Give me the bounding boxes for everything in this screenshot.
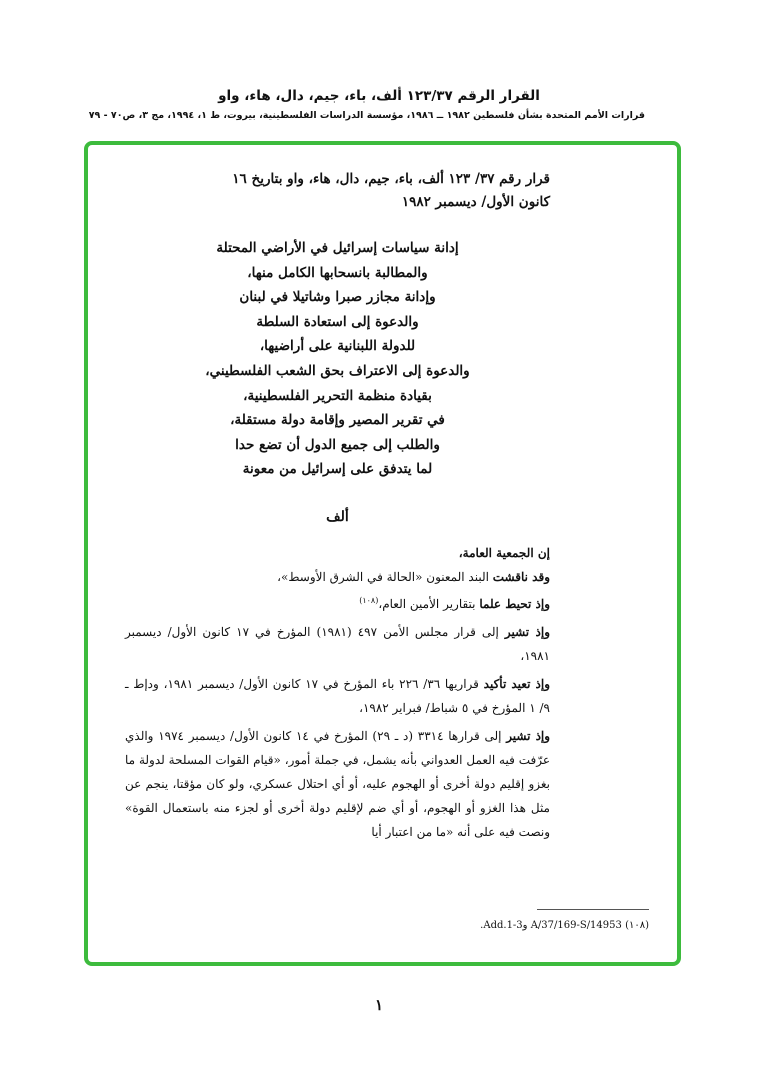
- subject-line: في تقرير المصير وإقامة دولة مستقلة،: [230, 412, 445, 429]
- assembly-opening: [125, 541, 550, 565]
- paragraph-text: قراريها ٣٦/ ٢٢٦ باء المؤرخ في ١٧ كانون الأول/ ديسمبر ١٩٨١، ودإط ـ ٩/ ١ المؤرخ في ٥ شباط/ فبراير ١٩٨٢،: [125, 676, 550, 715]
- paragraph-lead: وإذ تحيط علما: [479, 596, 550, 611]
- footnote-divider: [537, 909, 649, 910]
- subject-line: إدانة سياسات إسرائيل في الأراضي المحتلة: [216, 240, 459, 256]
- subject-line: والدعوة إلى الاعتراف بحق الشعب الفلسطيني،: [205, 362, 470, 379]
- document-header-title: القرار الرقم ١٢٣/٣٧ ألف، باء، جيم، دال، هاء، واو: [218, 88, 540, 104]
- subject-line: والمطالبة بانسحابها الكامل منها،: [247, 264, 428, 281]
- resolution-title-line1: قرار رقم ٣٧/ ١٢٣ ألف، باء، جيم، دال، هاء، واو بتاريخ ١٦: [232, 171, 550, 187]
- footnote-number: (١٠٨): [625, 920, 649, 931]
- subject-line: للدولة اللبنانية على أراضيها،: [259, 338, 416, 355]
- resolution-content: [125, 168, 550, 844]
- document-source-citation: قرارات الأمم المتحدة بشأن فلسطين ١٩٨٢ ــ ١٩٨٦، مؤسسة الدراسات الفلسطينية، بيروت، ط ١، ١٩٩٤، مج ٣، ص٧٠ - ٧٩: [88, 110, 645, 121]
- resolution-title-line2: كانون الأول/ ديسمبر ١٩٨٢: [401, 194, 550, 210]
- subject-line: لما يتدفق على إسرائيل من معونة: [242, 461, 433, 478]
- paragraph-lead: وقد ناقشت: [492, 569, 550, 584]
- subject-line: والطلب إلى جميع الدول أن تضع حدا: [235, 436, 440, 453]
- preamble-paragraph: [125, 565, 550, 589]
- subject-line: وإدانة مجازر صبرا وشاتيلا في لبنان: [239, 289, 436, 306]
- subject-line: بقيادة منظمة التحرير الفلسطينية،: [243, 387, 432, 404]
- paragraph-text: بتقارير الأمين العام،: [378, 596, 480, 611]
- preamble-paragraph: [125, 620, 550, 668]
- preamble-paragraph: [125, 724, 550, 844]
- paragraph-text: البند المعنون «الحالة في الشرق الأوسط»،: [277, 569, 493, 584]
- paragraph-text: إلى قرار مجلس الأمن ٤٩٧ (١٩٨١) المؤرخ في ١٧ كانون الأول/ ديسمبر ١٩٨١،: [125, 624, 550, 663]
- resolution-title: [125, 168, 550, 214]
- paragraph-lead: وإذ تشير: [504, 624, 551, 639]
- preamble-paragraph: [125, 589, 550, 616]
- footnote-reference[interactable]: (١٠٨): [359, 595, 379, 605]
- footnote: [395, 920, 649, 931]
- footnote-text: A/37/169-S/14953 وAdd.1-3.: [480, 920, 622, 931]
- section-heading: ألف: [326, 508, 349, 525]
- paragraph-text: إلى قرارها ٣٣١٤ (د ـ ٢٩) المؤرخ في ١٤ كانون الأول/ ديسمبر ١٩٧٤ والذي عرّفت فيه العمل العدواني بأنه يشمل، في جملة أمور، «قيام القوات المسلحة لدولة ما بغزو إقليم دولة أخرى أو الهجوم عليه، أو أي احتلال عسكري، ولو كان مؤقتا، ينجم عن مثل هذا الغزو أو الهجوم، أو أي ضم لإقليم دولة أخرى أو لجزء منه باستعمال القوة» ونصت فيه على أنه «ما من اعتبار أيا: [125, 728, 550, 839]
- paragraph-lead: وإذ تعيد تأكيد: [483, 676, 551, 691]
- subject-line: والدعوة إلى استعادة السلطة: [256, 313, 419, 330]
- resolution-subjects: [125, 236, 550, 482]
- page-number: ١: [374, 996, 384, 1014]
- assembly-opening-text: إن الجمعية العامة،: [458, 545, 550, 560]
- preamble-paragraph: [125, 672, 550, 720]
- paragraph-lead: وإذ تشير: [506, 728, 551, 743]
